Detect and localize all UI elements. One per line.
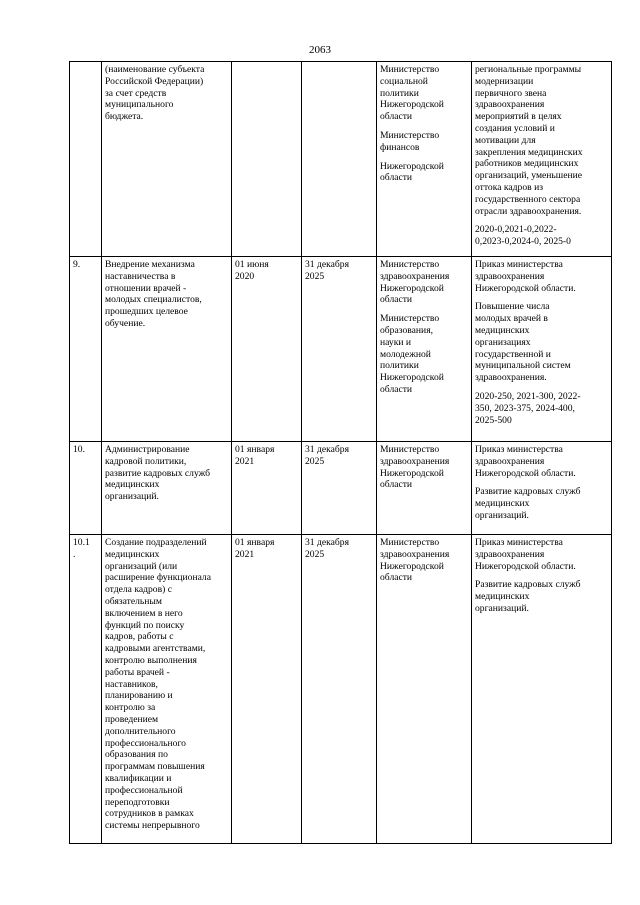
table-row	[70, 62, 612, 257]
activity-cell	[102, 257, 232, 442]
responsible-text: Министерство финансов	[380, 129, 440, 153]
table-row	[70, 535, 612, 844]
activity-text: Администрирование кадровой политики, развитие кадровых служб медицинских организаций.	[105, 444, 211, 503]
end-date-cell	[302, 62, 377, 257]
responsible-cell	[377, 442, 472, 535]
table-row	[70, 442, 612, 535]
end-date: 31 декабря 2025	[305, 444, 349, 467]
row-number-cell	[70, 442, 102, 535]
row-number-cell	[70, 257, 102, 442]
end-date-cell	[302, 257, 377, 442]
measures-table	[69, 61, 612, 844]
row-number-cell	[70, 535, 102, 844]
responsible-text: Министерство здравоохранения Нижегородской области	[380, 259, 450, 306]
end-date: 31 декабря 2025	[305, 537, 349, 560]
start-date: 01 января 2021	[235, 444, 275, 467]
start-date: 01 июня 2020	[235, 259, 269, 282]
activity-text: Внедрение механизма наставничества в отношении врачей - молодых специалистов, прошедших целевое обучение.	[105, 259, 202, 329]
activity-cell	[102, 442, 232, 535]
end-date-cell	[302, 442, 377, 535]
responsible-cell	[377, 257, 472, 442]
start-date: 01 января 2021	[235, 537, 275, 560]
table-row	[70, 257, 612, 442]
responsible-text: Министерство здравоохранения Нижегородской области	[380, 444, 450, 491]
row-number-cell	[70, 62, 102, 257]
row-number: 9.	[73, 259, 81, 270]
start-date-cell	[232, 257, 302, 442]
activity-text: (наименование субъекта Российской Федерации) за счет средств муниципального бюджета.	[105, 64, 205, 123]
result-text: Повышение числа молодых врачей в медицинских организациях государственной и муниципальной систем здравоохранения.	[475, 301, 571, 384]
end-date: 31 декабря 2025	[305, 259, 349, 282]
responsible-text: Министерство здравоохранения Нижегородской области	[380, 537, 450, 584]
result-text: региональные программы модернизации первичного звена здравоохранения мероприятий в целях создания условий и мотивации для закрепления медицинских работников медицинских организаций, уменьшение оттока кадров из государственного сектора отрасли здравоохранения.	[475, 64, 583, 217]
result-cell	[472, 442, 612, 535]
row-number: 10.1 .	[73, 537, 90, 560]
activity-text: Создание подразделений медицинских организаций (или расширение функционала отдела кадров) с обязательным включением в него функций по поиску кадров, работы с кадровыми агентствами, контролю выполнения работы врачей - наставников, планированию и контролю за проведением дополнительного профессионального образования по программам повышения квалификации и профессиональной переподготовки сотрудников в рамках системы непрерывного	[105, 537, 211, 832]
row-number: 10.	[73, 444, 85, 455]
responsible-text: Нижегородской области	[380, 160, 444, 184]
activity-cell	[102, 535, 232, 844]
result-text: Развитие кадровых служб медицинских организаций.	[475, 579, 581, 614]
result-text: Приказ министерства здравоохранения Нижегородской области.	[475, 537, 576, 572]
result-text: Развитие кадровых служб медицинских организаций.	[475, 486, 581, 521]
result-text: Приказ министерства здравоохранения Нижегородской области.	[475, 444, 576, 479]
start-date-cell	[232, 442, 302, 535]
end-date-cell	[302, 535, 377, 844]
responsible-text: Министерство социальной политики Нижегородской области	[380, 64, 444, 123]
start-date-cell	[232, 535, 302, 844]
result-text: 2020-250, 2021-300, 2022- 350, 2023-375, 2024-400, 2025-500	[475, 390, 581, 426]
responsible-cell	[377, 62, 472, 257]
responsible-cell	[377, 535, 472, 844]
result-text: 2020-0,2021-0,2022- 0,2023-0,2024-0, 2025-0	[475, 224, 571, 248]
responsible-text: Министерство образования, науки и молодежной политики Нижегородской области	[380, 313, 444, 395]
start-date-cell	[232, 62, 302, 257]
result-cell	[472, 62, 612, 257]
result-cell	[472, 535, 612, 844]
result-cell	[472, 257, 612, 442]
result-text: Приказ министерства здравоохранения Нижегородской области.	[475, 259, 576, 294]
activity-cell	[102, 62, 232, 257]
page-number: 2063	[309, 44, 331, 56]
